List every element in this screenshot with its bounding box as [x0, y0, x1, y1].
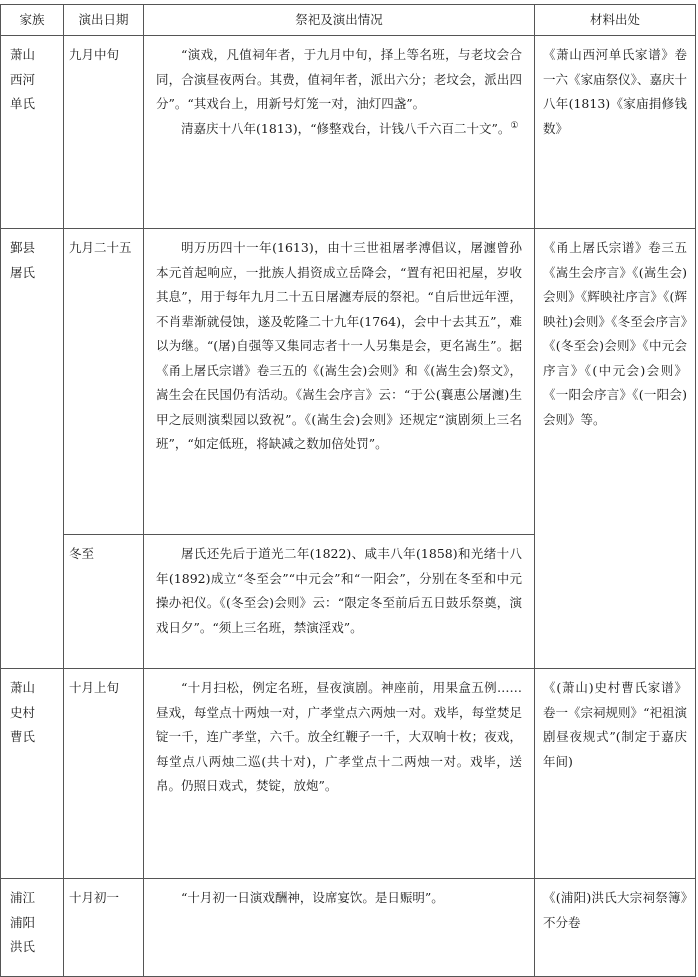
family-cell [1, 229, 64, 669]
table-row [1, 669, 696, 879]
description-cell [144, 669, 535, 879]
header-row [1, 5, 696, 36]
table-row [1, 879, 696, 977]
source-cell: 《(浦阳)洪氏大宗祠祭簿》不分卷 [535, 879, 696, 977]
description-paragraph: “十月初一日演戏酬神，设席宴饮。是日赈明”。 [181, 890, 444, 905]
family-cell [1, 879, 64, 977]
description-paragraph [156, 117, 522, 142]
family-line: 曹氏 [10, 729, 36, 744]
description-cell [144, 229, 535, 535]
description-paragraph: 屠氏还先后于道光二年(1822)、咸丰八年(1858)和光绪十八年(1892)成立“冬至会”“中元会”和“一阳会”，分别在冬至和中元操办祀仪。《(冬至会)会则》云：“限定冬至前后五日鼓乐祭奠，演戏日夕”。“须上三名班，禁演淫戏”。 [156, 546, 522, 635]
description-cell [144, 879, 535, 977]
header-family: 家族 [1, 5, 64, 36]
family-line: 史村 [10, 704, 36, 720]
description-paragraph: 明万历四十一年(1613)，由十三世祖屠孝溥倡议，屠瀍曾孙本元首起响应，一批族人捐资成立岳降会，“置有祀田祀屋，岁收其息”，用于每年九月二十五日屠瀍寿辰的祭祀。“自后世远年湮，不肖辈渐就侵蚀，遂及乾隆二十九年(1764)，会中十去其五”，难以为继。“(屠)自强等又集同志者十一人另集是会，更名嵩生”。据《甬上屠氏宗谱》卷三五的《(嵩生会)会则》和《(嵩生会)祭文》，嵩生会在民国仍有活动。《嵩生会序言》云：“于公(襄惠公屠瀍)生甲之辰则演梨园以致祝”。《(嵩生会)会则》还规定“演剧须上三名班”，“如定低班，将缺减之数加倍处罚”。 [156, 240, 522, 451]
source-cell: 《(萧山)史村曹氏家谱》卷一《宗祠规则》“祀祖演剧昼夜规式”(制定于嘉庆年间) [535, 669, 696, 879]
family-line: 萧山 [10, 47, 36, 62]
footnote-mark: ① [510, 120, 519, 131]
family-line: 鄞县 [10, 240, 36, 255]
family-line: 单氏 [10, 96, 36, 111]
description-cell [144, 535, 535, 669]
family-cell [1, 669, 64, 879]
family-line: 洪氏 [10, 939, 36, 954]
date-cell: 冬至 [64, 535, 144, 669]
family-line: 浦江 [10, 890, 36, 905]
paragraph-text: 清嘉庆十八年(1813)，“修整戏台，计钱八千六百二十文”。 [181, 120, 511, 136]
header-date: 演出日期 [64, 5, 144, 36]
description-paragraph: “演戏，凡值祠年者，于九月中旬，择上等名班，与老坟会合同，合演昼夜两台。其费，值祠年者，派出六分；老坟会，派出四分”。“其戏台上，用新号灯笼一对，油灯四盏”。 [156, 47, 522, 111]
description-cell [144, 36, 535, 229]
performance-table [0, 4, 696, 977]
header-source: 材料出处 [535, 5, 696, 36]
family-line: 屠氏 [10, 264, 36, 280]
date-cell: 九月中旬 [64, 36, 144, 229]
family-line: 萧山 [10, 680, 36, 695]
family-cell [1, 36, 64, 229]
family-line: 西河 [10, 71, 36, 87]
date-cell: 十月上旬 [64, 669, 144, 879]
date-cell: 九月二十五 [64, 229, 144, 535]
header-situation: 祭祀及演出情况 [144, 5, 535, 36]
family-line: 浦阳 [10, 914, 36, 930]
table-row [1, 229, 696, 535]
date-cell: 十月初一 [64, 879, 144, 977]
table-row [1, 36, 696, 229]
source-cell: 《萧山西河单氏家谱》卷一六《家庙祭仪》、嘉庆十八年(1813)《家庙捐修钱数》 [535, 36, 696, 229]
source-cell: 《甬上屠氏宗谱》卷三五《嵩生会序言》《(嵩生会)会则》《辉映社序言》《(辉映社)会则》《冬至会序言》《(冬至会)会则》《中元会序言》《(中元会)会则》《一阳会序言》《(一阳会)会则》等。 [535, 229, 696, 669]
description-paragraph: “十月扫松，例定名班，昼夜演剧。神座前，用果盒五例……昼戏，每堂点十两烛一对，广孝堂点六两烛一对。戏毕，每堂焚足锭一千，连广孝堂，六千。放全红鞭子一千，大双响十枚；夜戏，每堂点八两烛二巡(共十对)，广孝堂点十二两烛一对。戏毕，送帛。仍照日戏式，焚锭，放炮”。 [156, 680, 522, 793]
